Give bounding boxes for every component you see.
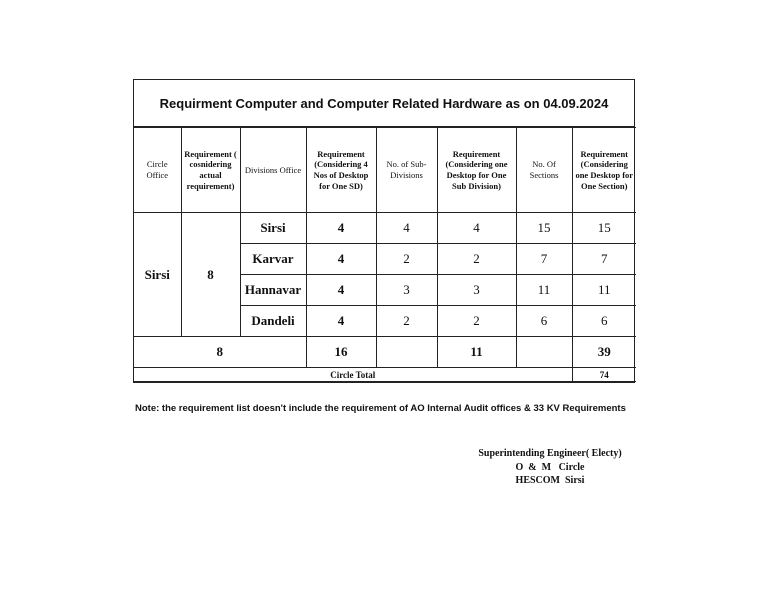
req-sd-cell: 4 <box>306 275 376 306</box>
division-cell: Dandeli <box>240 306 306 337</box>
header-requirement-section: Requirement (Considering one Desktop for One Section) <box>572 128 636 213</box>
header-requirement-actual: Requirement ( cosnidering actual requirement) <box>181 128 240 213</box>
circle-total-label: Circle Total <box>134 368 572 382</box>
total-req-one-sd-cell: 11 <box>437 337 516 368</box>
sub-divisions-cell: 2 <box>376 306 437 337</box>
total-req-sd-cell: 16 <box>306 337 376 368</box>
req-section-cell: 11 <box>572 275 636 306</box>
total-req-section-cell: 39 <box>572 337 636 368</box>
sub-divisions-cell: 3 <box>376 275 437 306</box>
circle-requirement-cell: 8 <box>181 213 240 337</box>
sections-cell: 6 <box>516 306 572 337</box>
signature-block <box>470 447 630 488</box>
header-row <box>134 128 636 213</box>
req-one-sd-cell: 3 <box>437 275 516 306</box>
req-section-cell: 6 <box>572 306 636 337</box>
total-sections-cell <box>516 337 572 368</box>
header-circle-office: Circle Office <box>134 128 181 213</box>
header-sections: No. Of Sections <box>516 128 572 213</box>
header-requirement-sd: Requirement (Considering 4 Nos of Desktop for One SD) <box>306 128 376 213</box>
totals-row <box>134 337 636 368</box>
division-cell: Sirsi <box>240 213 306 244</box>
circle-total-value: 74 <box>572 368 636 382</box>
circle-total-row <box>134 368 636 382</box>
req-one-sd-cell: 2 <box>437 244 516 275</box>
circle-office-cell: Sirsi <box>134 213 181 337</box>
sections-cell: 15 <box>516 213 572 244</box>
note-text: Note: the requirement list doesn't include the requirement of AO Internal Audit offices & 33 KV Requirements <box>135 403 626 414</box>
req-section-cell: 15 <box>572 213 636 244</box>
requirement-table-frame <box>133 79 635 383</box>
req-sd-cell: 4 <box>306 213 376 244</box>
req-section-cell: 7 <box>572 244 636 275</box>
header-divisions-office: Divisions Office <box>240 128 306 213</box>
requirement-table <box>134 127 636 382</box>
header-requirement-one-sd: Requirement (Considering one Desktop for One Sub Division) <box>437 128 516 213</box>
total-requirement-cell: 8 <box>134 337 306 368</box>
req-sd-cell: 4 <box>306 306 376 337</box>
header-sub-divisions: No. of Sub-Divisions <box>376 128 437 213</box>
page-title: Requirment Computer and Computer Related Hardware as on 04.09.2024 <box>134 80 634 127</box>
signature-designation: Superintending Engineer( Electy) <box>478 448 622 459</box>
req-one-sd-cell: 4 <box>437 213 516 244</box>
req-sd-cell: 4 <box>306 244 376 275</box>
signature-office: HESCOM Sirsi <box>515 475 585 486</box>
sections-cell: 11 <box>516 275 572 306</box>
signature-circle: O & M Circle <box>515 461 585 473</box>
sub-divisions-cell: 4 <box>376 213 437 244</box>
table-row <box>134 213 636 244</box>
sub-divisions-cell: 2 <box>376 244 437 275</box>
req-one-sd-cell: 2 <box>437 306 516 337</box>
total-sub-divisions-cell <box>376 337 437 368</box>
division-cell: Hannavar <box>240 275 306 306</box>
division-cell: Karvar <box>240 244 306 275</box>
sections-cell: 7 <box>516 244 572 275</box>
